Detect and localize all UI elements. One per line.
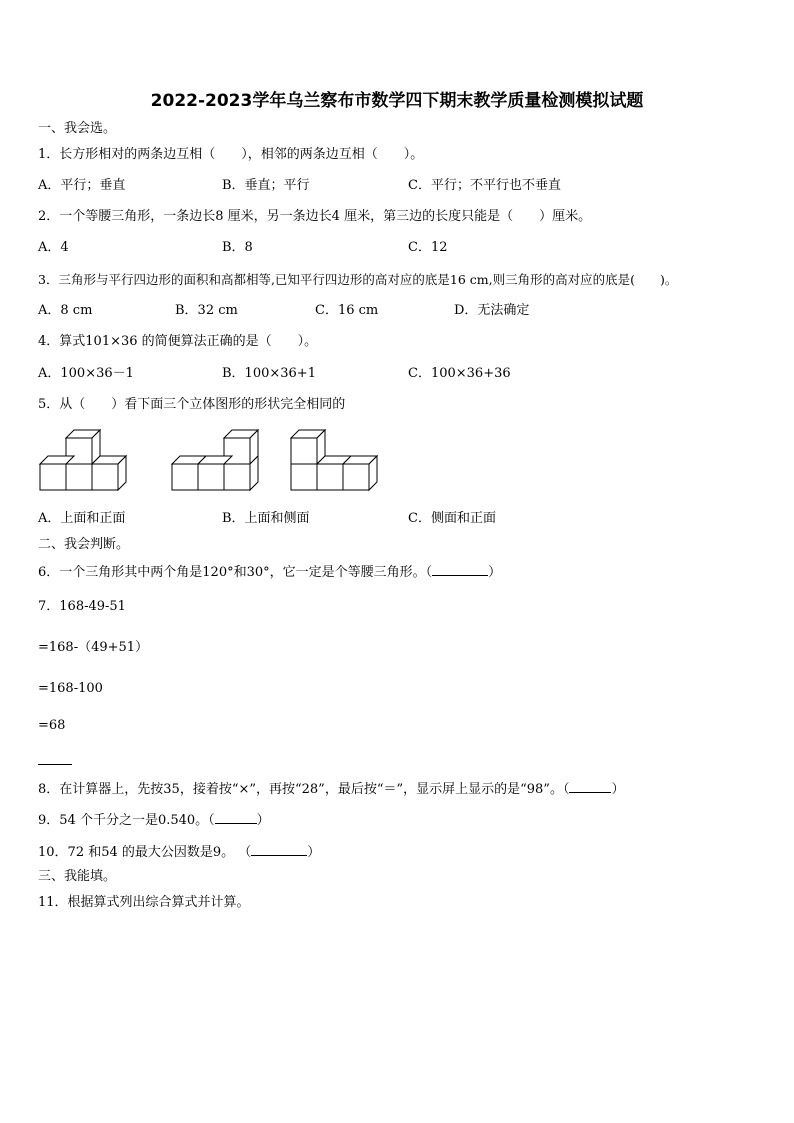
question-4-option-c: C．100×36+36 xyxy=(408,366,511,381)
question-8-answer-blank[interactable] xyxy=(569,780,611,793)
cube-figure-1 xyxy=(40,430,130,492)
question-9-close: ） xyxy=(256,813,270,828)
question-6-answer-blank[interactable] xyxy=(432,563,488,576)
question-10-close: ） xyxy=(307,845,321,860)
question-3-stem: 3．三角形与平行四边形的面积和高都相等,已知平行四边形的高对应的底是16 cm,则三角形的高对应的底是( )。 xyxy=(38,272,678,287)
question-7-line-4: =68 xyxy=(38,718,66,733)
question-1-stem: 1．长方形相对的两条边互相（ ），相邻的两条边互相（ ）。 xyxy=(38,147,424,162)
question-3-option-a: A．8 cm xyxy=(38,303,93,318)
question-11-stem: 11．根据算式列出综合算式并计算。 xyxy=(38,895,250,910)
question-5-option-c: C．侧面和正面 xyxy=(408,511,496,526)
cube-figure-2 xyxy=(172,430,262,492)
question-4-option-b: B．100×36+1 xyxy=(222,366,316,381)
section-heading-judge: 二、我会判断。 xyxy=(38,537,130,552)
question-2-option-a: A．4 xyxy=(38,240,69,255)
question-7-line-1: 7．168-49-51 xyxy=(38,599,126,614)
question-5-option-b: B．上面和侧面 xyxy=(222,511,310,526)
question-8-stem: 8．在计算器上，先按35，接着按“×”，再按“28”，最后按“＝”，显示屏上显示的是“98”。（ xyxy=(38,782,570,797)
question-2-stem: 2．一个等腰三角形，一条边长8 厘米，另一条边长4 厘米，第三边的长度只能是（ ）厘米。 xyxy=(38,209,592,224)
question-8 xyxy=(38,780,624,798)
question-3-option-d: D．无法确定 xyxy=(454,303,530,318)
question-10-answer-blank[interactable] xyxy=(251,843,307,856)
question-7-line-2: =168-（49+51） xyxy=(38,640,149,655)
question-9 xyxy=(38,811,270,829)
cube-figure-3 xyxy=(291,430,381,492)
question-7-line-3: =168-100 xyxy=(38,681,103,696)
question-10 xyxy=(38,843,320,861)
question-1-option-c: C．平行；不平行也不垂直 xyxy=(408,178,561,193)
question-8-close: ） xyxy=(611,782,625,797)
section-heading-fill: 三、我能填。 xyxy=(38,869,117,884)
question-9-answer-blank[interactable] xyxy=(215,811,257,824)
question-2-option-b: B．8 xyxy=(222,240,253,255)
question-5-option-a: A．上面和正面 xyxy=(38,511,126,526)
question-4-option-a: A．100×36－1 xyxy=(38,366,134,381)
question-6 xyxy=(38,563,501,581)
question-3-option-b: B．32 cm xyxy=(175,303,238,318)
question-4-stem: 4．算式101×36 的简便算法正确的是（ ）。 xyxy=(38,334,318,349)
question-9-stem: 9．54 个千分之一是0.540。（ xyxy=(38,813,215,828)
question-7-answer-blank[interactable] xyxy=(38,764,72,765)
question-1-option-b: B．垂直；平行 xyxy=(222,178,310,193)
question-1-option-a: A．平行；垂直 xyxy=(38,178,126,193)
question-5-stem: 5．从（ ）看下面三个立体图形的形状完全相同的 xyxy=(38,397,346,412)
question-2-option-c: C．12 xyxy=(408,240,448,255)
page-title: 2022-2023学年乌兰察布市数学四下期末教学质量检测模拟试题 xyxy=(150,91,644,111)
question-6-stem: 6．一个三角形其中两个角是120°和30°，它一定是个等腰三角形。（ xyxy=(38,565,433,580)
question-6-close: ） xyxy=(488,565,502,580)
section-heading-choice: 一、我会选。 xyxy=(38,121,117,136)
question-3-option-c: C．16 cm xyxy=(315,303,379,318)
question-10-stem: 10．72 和54 的最大公因数是9。 （ xyxy=(38,845,252,860)
